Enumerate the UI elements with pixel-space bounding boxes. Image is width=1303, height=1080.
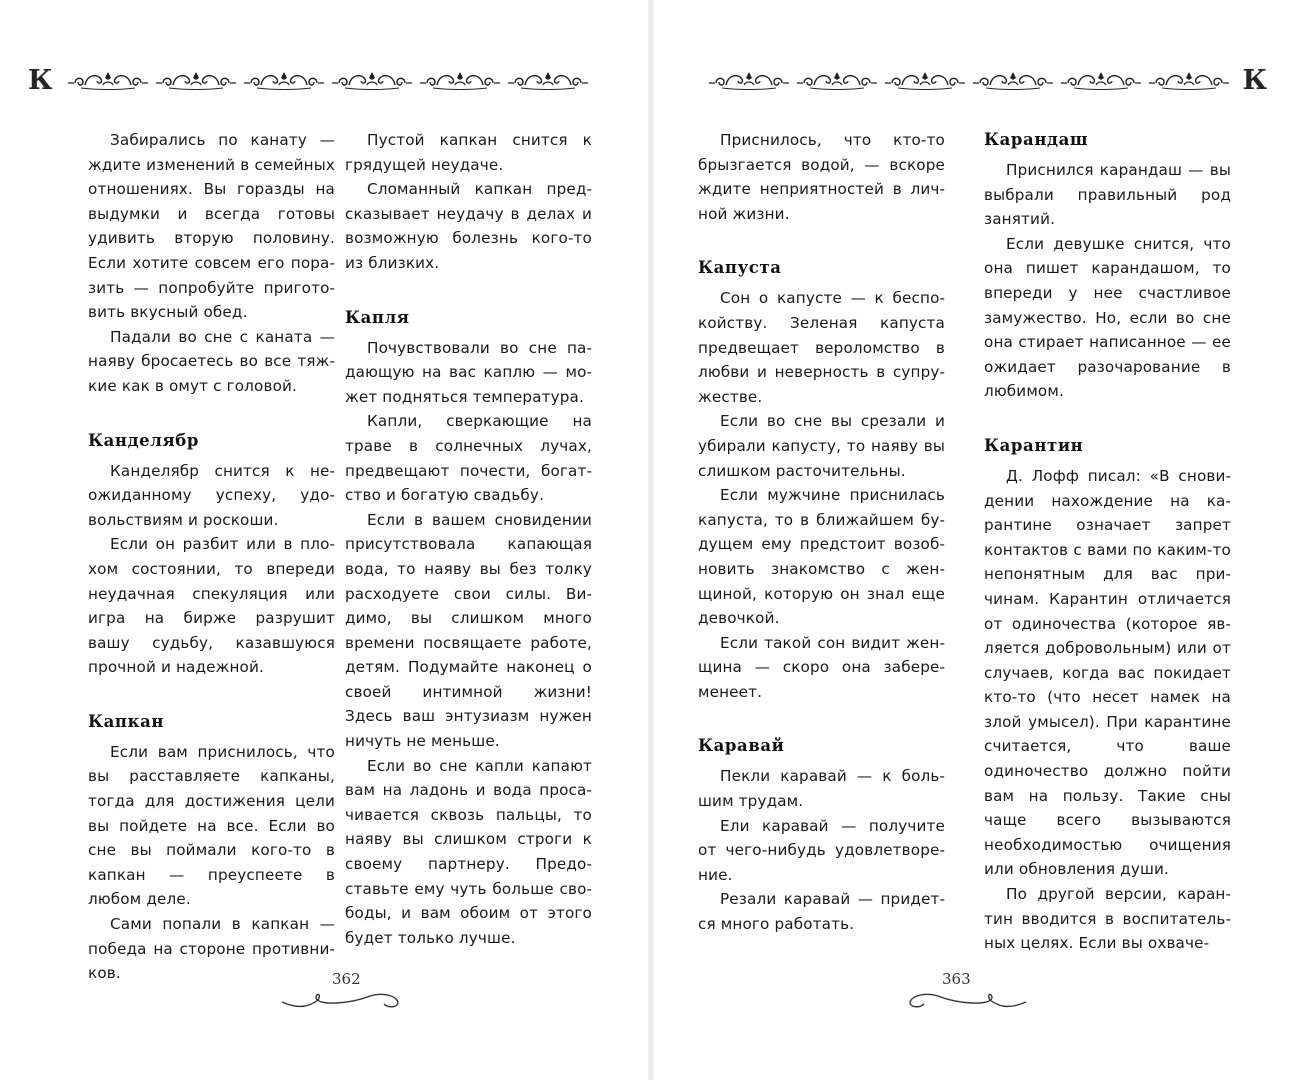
entry-title: Карандаш: [984, 130, 1089, 149]
entry-paragraph: Если девушке снится, что она пишет карандашом, то впереди у нее счастливое замужество. Но, если во сне она стирает написанное — ее ожидает разочарование в любимом.: [984, 234, 1231, 401]
page-number: 362: [332, 970, 361, 988]
entry-paragraph: Ели каравай — получите от чего-нибудь удовлетворение.: [698, 816, 945, 884]
scroll-ornament-icon: [884, 69, 966, 91]
swash-flourish-icon: [280, 982, 400, 1010]
dictionary-entry: [698, 128, 945, 226]
entry-paragraph: Сломанный капкан предсказывает неудачу в делах и возможную болезнь кого-то из близких.: [345, 180, 592, 272]
entry-paragraph: Д. Лофф писал: «В сновидении нахождение на карантине означает запрет контактов с вами по каким-то непонятным для вас причинам. Карантин отличается от одиночества (которое является добровольным) или от случаев, когда вас покидает кто-то (что несет намек на злой умысел). При карантине считается, что ваше одиночество должно пойти вам на пользу. Такие сны чаще всего вызываются необходимостью очищения или обновления души.: [984, 466, 1231, 879]
entry-paragraph: Приснилось, что кто-то брызгается водой, — вскоре ждите неприятностей в личной жизни.: [698, 131, 945, 223]
entry-title: Капля: [345, 307, 410, 327]
entry-paragraph: Резали каравай — придется много работать.: [698, 890, 945, 934]
scroll-ornament-icon: [419, 69, 501, 91]
entry-title: Карантин: [984, 435, 1084, 455]
ornament-band: [67, 69, 589, 91]
entry-paragraph: Если во сне вы срезали и убирали капусту, то наяву вы слишком расточительны.: [698, 412, 945, 480]
entry-paragraph: По другой версии, карантин вводится в воспитательных целях. Если вы охваче-: [984, 885, 1231, 953]
swash-flourish-icon: [908, 982, 1028, 1010]
scroll-ornament-icon: [331, 69, 413, 91]
left-running-header: [28, 62, 589, 98]
entry-paragraph: Если он разбит или в плохом состоянии, то впереди неудачная спекуляция или игра на бирже разрушит вашу судьбу, казавшуюся прочной и надежной.: [88, 535, 335, 677]
scroll-ornament-icon: [507, 69, 589, 91]
scroll-ornament-icon: [67, 69, 149, 91]
entry-paragraph: Капли, сверкающие на траве в солнечных лучах, предвещают почести, богатство и богатую свадьбу.: [345, 412, 592, 505]
dictionary-entry: [88, 710, 335, 986]
right-page-column-1: [698, 128, 945, 937]
entry-paragraph: Падали во сне с каната — наяву бросаетесь во все тяжкие как в омут с головой.: [88, 327, 335, 395]
scroll-ornament-icon: [1148, 69, 1230, 91]
dictionary-entry: [88, 128, 335, 399]
entry-paragraph: Если во сне капли капают вам на ладонь и вода просачивается сквозь пальцы, то наяву вы слишком строги к своему партнеру. Предоставьте ему чуть больше свободы, и вам обоим от этого будет только лучше.: [345, 756, 592, 947]
left-page-folio: [280, 966, 400, 1010]
entry-paragraph: Приснился карандаш — вы выбрали правильный род занятий.: [984, 161, 1231, 229]
entry-paragraph: Забирались по канату — ждите изменений в семейных отношениях. Вы горазды на выдумки и всегда готовы удивить вторую половину. Если хотите совсем его поразить — попробуйте приготовить вкусный обед.: [88, 131, 335, 322]
scroll-ornament-icon: [972, 69, 1054, 91]
dictionary-entry: [345, 306, 592, 951]
dictionary-entry: [984, 434, 1231, 956]
section-letter: К: [28, 64, 53, 96]
dictionary-entry: [345, 128, 592, 276]
entry-paragraph: Пекли каравай — к большим трудам.: [698, 767, 945, 811]
dictionary-entry: [88, 429, 335, 680]
left-page-column-2: [345, 128, 592, 950]
entry-paragraph: Почувствовали во сне падающую на вас каплю — может подняться температура.: [345, 338, 592, 406]
entry-paragraph: Если вам приснилось, что вы расставляете капканы, тогда для достижения цели вы пойдете на все. Если во сне вы поймали кого-то в капкан — преуспеете в любом деле.: [88, 742, 335, 909]
scroll-ornament-icon: [1060, 69, 1142, 91]
dictionary-entry: [698, 734, 945, 936]
scroll-ornament-icon: [708, 69, 790, 91]
dictionary-entry: [698, 256, 945, 704]
entry-paragraph: Сами попали в капкан — победа на стороне противников.: [88, 915, 335, 983]
scroll-ornament-icon: [155, 69, 237, 91]
scroll-ornament-icon: [243, 69, 325, 91]
dictionary-entry: [984, 128, 1231, 404]
right-page-folio: [908, 966, 1028, 1010]
section-letter: К: [1242, 64, 1267, 96]
page-number: 363: [942, 970, 971, 988]
entry-paragraph: Канделябр снится к неожиданному успеху, удовольствиям и роскоши.: [88, 461, 335, 529]
entry-paragraph: Если мужчине приснилась капуста, то в ближайшем будущем ему предстоит возобновить знакомство с женщиной, которую он знал еще девочкой.: [698, 486, 945, 628]
entry-paragraph: Пустой капкан снится к грядущей неудаче.: [345, 131, 592, 174]
entry-title: Каравай: [698, 736, 785, 756]
right-running-header: [708, 62, 1267, 98]
left-page-column-1: [88, 128, 335, 986]
entry-paragraph: Сон о капусте — к беспокойству. Зеленая капуста предвещает вероломство в любви и неверность в супружестве.: [698, 289, 945, 406]
left-page: [0, 0, 650, 1080]
entry-title: Капуста: [698, 258, 782, 278]
right-page-column-2: [984, 128, 1231, 956]
right-page: [652, 0, 1303, 1080]
entry-paragraph: Если в вашем сновидении присутствовала капающая вода, то наяву вы без толку расходуете свои силы. Видимо, вы слишком много времени посвящаете работе, детям. Подумайте наконец о своей интимной жизни! Здесь ваш энтузиазм нужен ничуть не меньше.: [345, 510, 592, 751]
ornament-band: [708, 69, 1230, 91]
entry-paragraph: Если такой сон видит женщина — скоро она забеременеет.: [698, 633, 945, 701]
entry-title: Капкан: [88, 711, 165, 731]
entry-title: Канделябр: [88, 430, 200, 450]
scroll-ornament-icon: [796, 69, 878, 91]
